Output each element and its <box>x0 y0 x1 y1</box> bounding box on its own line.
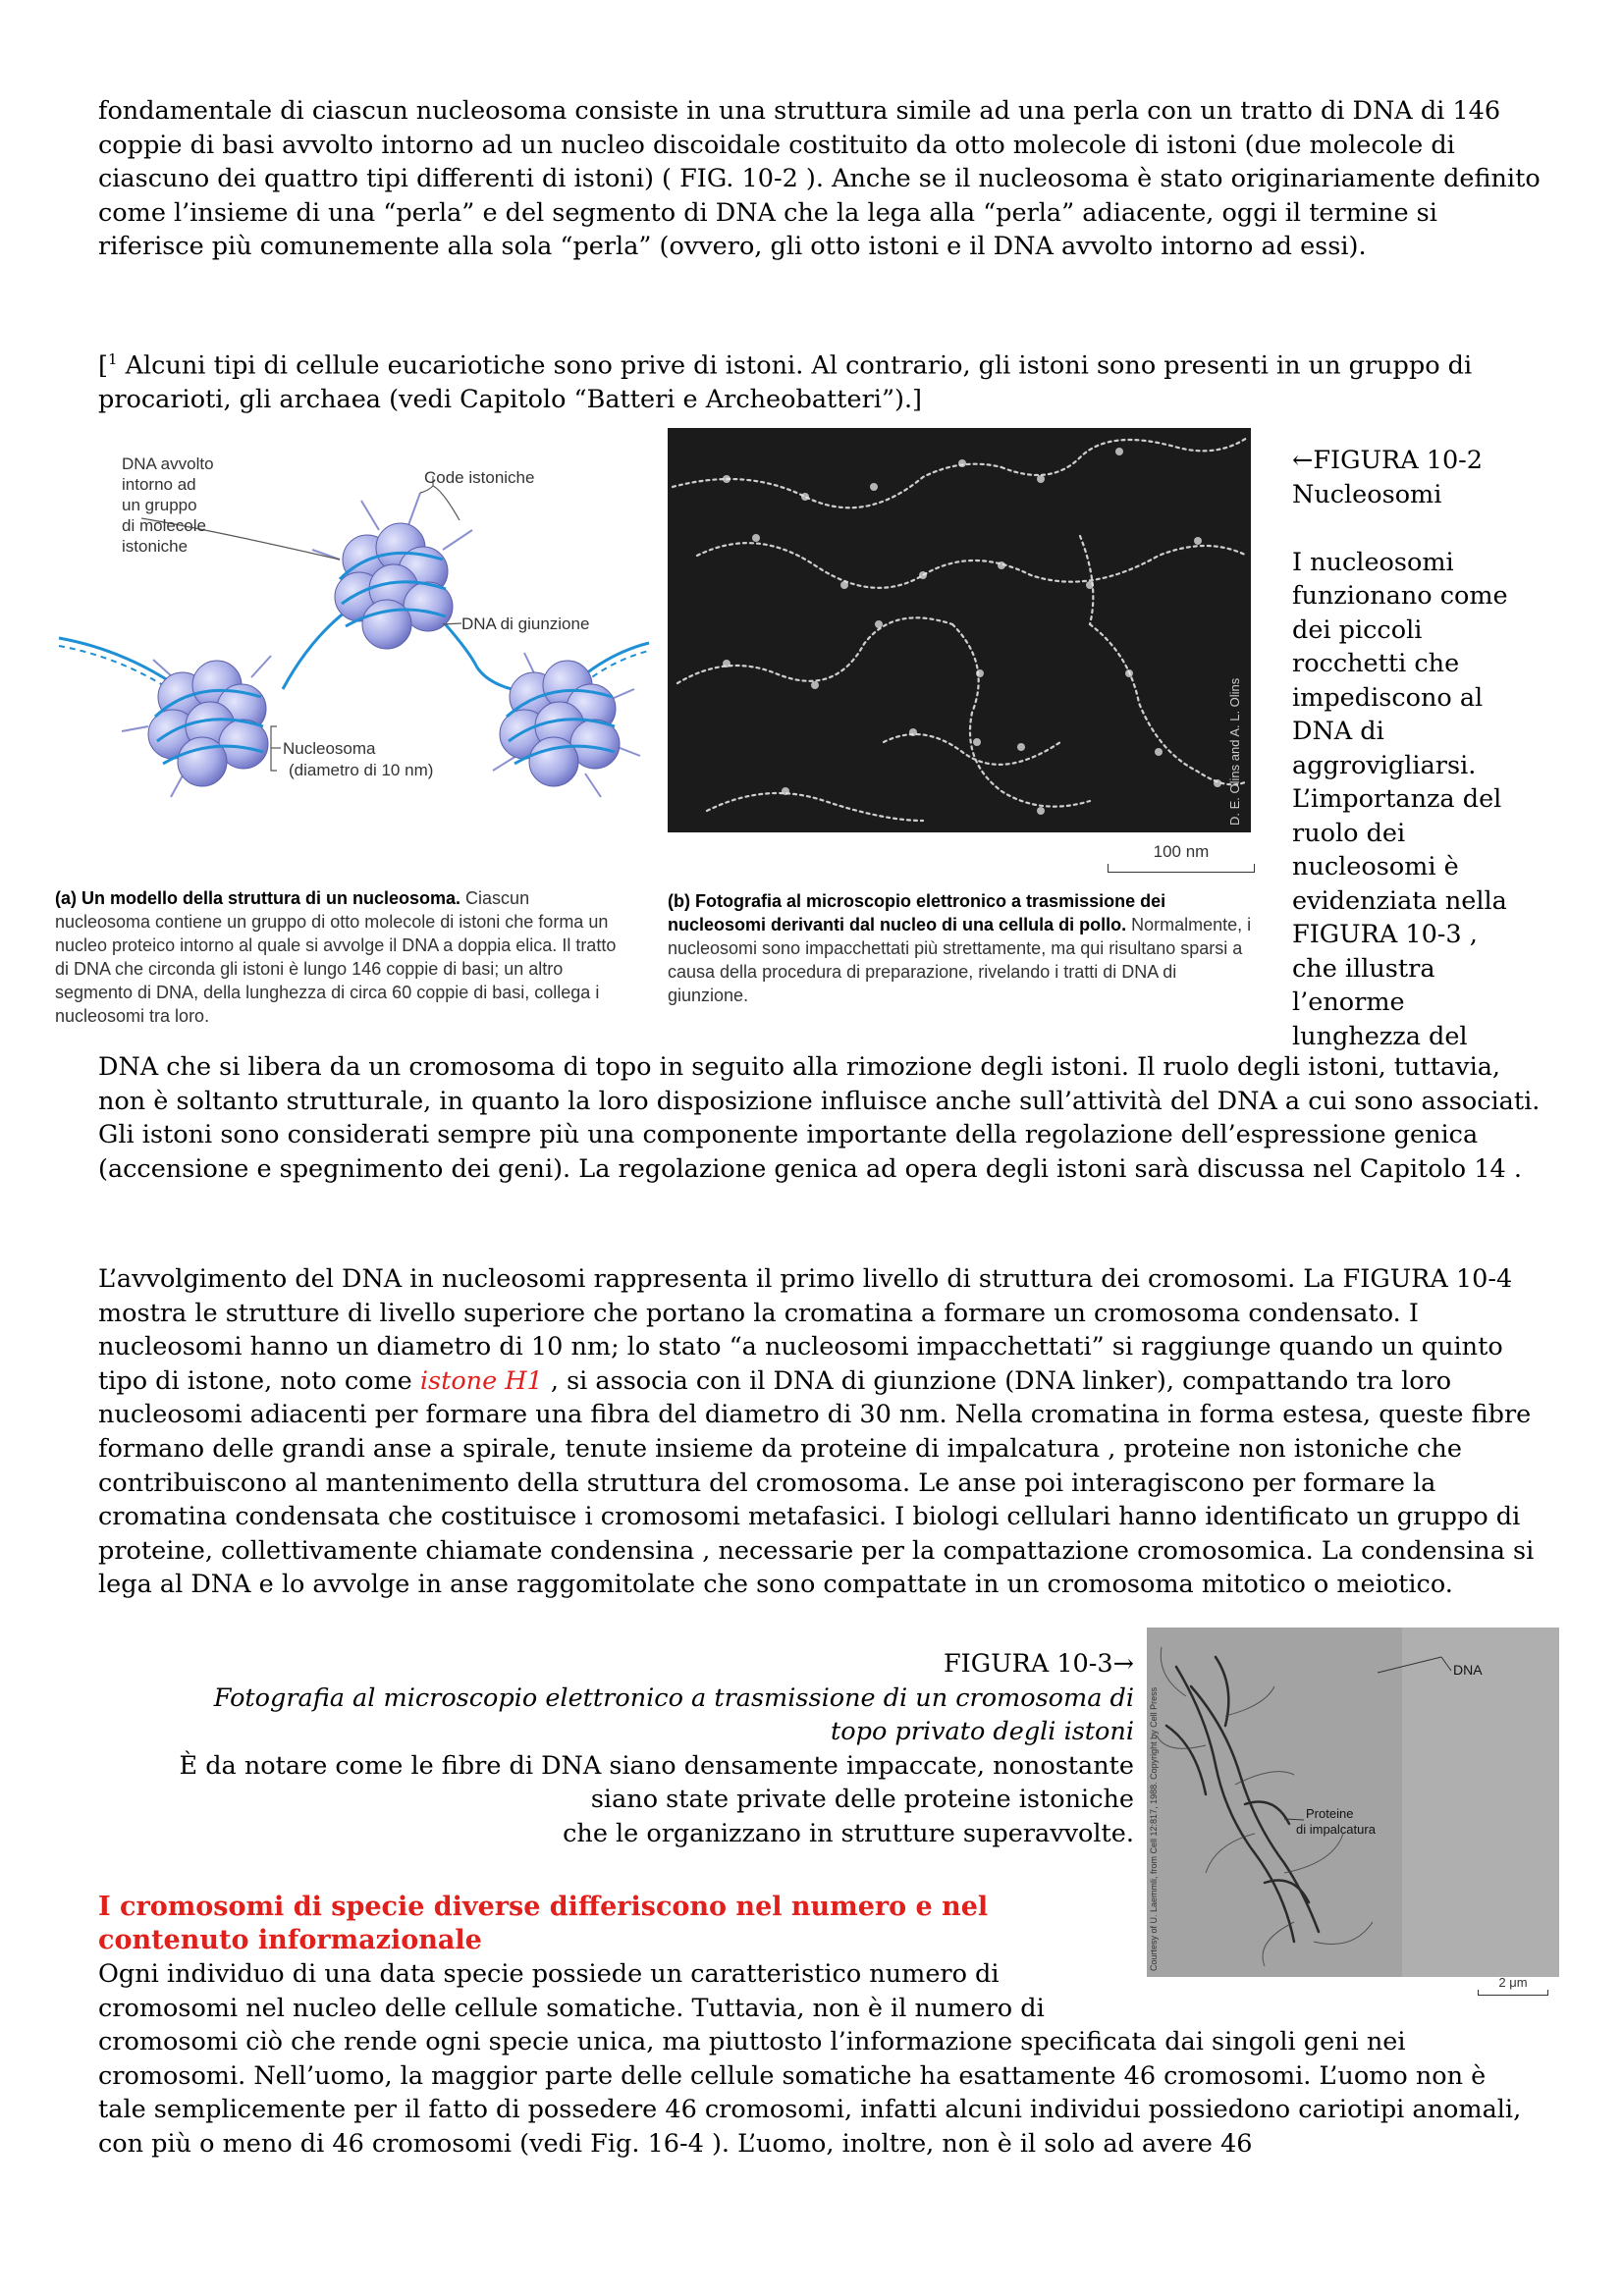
scale-bar-label: 100 nm <box>1153 842 1210 861</box>
linker-dna-mid-left <box>283 609 350 689</box>
sidebar-line: evidenziata nella <box>1292 885 1507 916</box>
term-histone-h1: istone H1 <box>419 1365 543 1396</box>
scale-bar-label: 2 μm <box>1498 1975 1528 1990</box>
figure-10-2b-micrograph <box>668 428 1251 832</box>
scale-bar-100nm <box>1108 842 1255 873</box>
label-dna-wrapped-line3: un gruppo <box>122 496 197 514</box>
label-linker-dna: DNA di giunzione <box>461 614 590 633</box>
label-dna-wrapped-line2: intorno ad <box>122 475 196 494</box>
sidebar-line: rocchetti che <box>1292 649 1460 678</box>
label-scaffold-proteins-line2: di impalcatura <box>1296 1822 1376 1837</box>
figure-10-2a-diagram <box>55 432 654 874</box>
label-dna: DNA <box>1453 1662 1483 1678</box>
paragraph-chromosome-number: cromosomi ciò che rende ogni specie unica, ma piuttosto l’informazione specificata dai singoli geni nei cromosomi. Nell’uomo, la maggior parte delle cellule somatiche ha esattamente 46 cromosomi. L’uomo non è tale semplicemente per il fatto di possedere 46 cromosomi, infatti alcuni individui possiedono cariotipi anomali, con più o meno di 46 cromosomi (vedi Fig. 16-4 ). L’uomo, inoltre, non è il solo ad avere 46 <box>98 2027 1522 2159</box>
paragraph-histone-role: DNA che si libera da un cromosoma di topo in seguito alla rimozione degli istoni. Il ruolo degli istoni, tuttavia, non è soltanto strutturale, in quanto la loro disposizione influisce anche sull’attività del DNA a cui sono associati. Gli istoni sono considerati sempre più una componente importante della regolazione dell’espressione genica (accensione e spegnimento dei geni). La regolazione genica ad opera degli istoni sarà discussa nel Capitolo 14 . <box>98 1052 1541 1184</box>
sidebar-line: che illustra <box>1292 953 1435 984</box>
sidebar-line: L’importanza del <box>1292 784 1502 814</box>
footnote-open-bracket: [ <box>98 350 108 381</box>
caption-b-title: (b) Fotografia al microscopio elettronico a trasmissione dei nucleosomi derivanti dal nucleo di una cellula di pollo. <box>668 891 1166 934</box>
nucleosome-model-illustration <box>55 432 654 874</box>
photo-credit: Courtesy of U. Laemmli, from Cell 12:817, 1988. Copyright by Cell Press <box>1149 1686 1159 1971</box>
section-heading: I cromosomi di specie diverse differiscono nel numero e nel contenuto informazionale <box>98 1892 989 1955</box>
figure-10-3-subtitle-line1: Fotografia al microscopio elettronico a trasmissione di un cromosoma di <box>213 1682 1134 1713</box>
figure-10-3-desc-line2: siano state private delle proteine istoniche <box>590 1785 1134 1814</box>
paragraph-text: , si associa con il DNA di giunzione (DNA linker), compattando tra loro nucleosomi adiacenti per formare una fibra del diametro di 30 nm. Nella cromatina in forma estesa, queste fibre formano delle grandi anse a spirale, tenute insieme da proteine di impalcatura , proteine non istoniche che contribuiscono al mantenimento della struttura del cromosoma. Le anse poi interagiscono per formare la cromatina condensata che costituisce i cromosomi metafasici. I biologi cellulari hanno identificato un gruppo di proteine, collettivamente chiamate condensina , necessarie per la compattazione cromosomica. La condensina si lega al DNA e lo avvolge in anse raggomitolate che sono compattate in un cromosoma mitotico o meiotico. <box>98 1365 1535 1600</box>
paragraph-chromosome-structure <box>98 1262 1542 1602</box>
label-dna-wrapped-line4: di molecole <box>122 516 206 535</box>
caption-a-title: (a) Un modello della struttura di un nucleosoma. <box>55 888 461 908</box>
paragraph-nucleosome-definition: fondamentale di ciascun nucleosoma consiste in una struttura simile ad una perla con un tratto di DNA di 146 coppie di basi avvolto intorno ad un nucleo discoidale costituito da otto molecole di istoni (due molecole di ciascuno dei quattro tipi differenti di istoni) ( FIG. 10-2 ). Anche se il nucleosoma è stato originariamente definito come l’insieme di una “perla” e del segmento di DNA che la lega alla “perla” adiacente, oggi il termine si riferisce più comunemente alla sola “perla” (ovvero, gli otto istoni e il DNA avvolto intorno ad essi). <box>98 96 1541 262</box>
sidebar-line: funzionano come <box>1292 581 1508 611</box>
paragraph-line: cromosomi nel nucleo delle cellule somatiche. Tuttavia, non è il numero di <box>98 1993 1045 2023</box>
chromosome-em-image <box>1147 1628 1559 1977</box>
figure-10-2-sidebar <box>1292 444 1616 1053</box>
sidebar-line: DNA di <box>1292 717 1384 746</box>
figure-10-2-title: ←FIGURA 10-2 <box>1292 446 1484 475</box>
figure-10-3-title: FIGURA 10-3→ <box>943 1649 1134 1679</box>
figure-10-3-desc-line3: che le organizzano in strutture superavvolte. <box>563 1818 1134 1848</box>
label-histone-tails: Code istoniche <box>424 468 535 487</box>
sidebar-line: lunghezza del <box>1292 1021 1468 1051</box>
label-dna-wrapped-line1: DNA avvolto <box>122 454 214 473</box>
scale-bar-line <box>1478 1990 1548 1996</box>
photo-credit: D. E. Olins and A. L. Olins <box>1227 677 1242 826</box>
label-dna-wrapped-line5: istoniche <box>122 537 189 556</box>
sidebar-line: aggrovigliarsi. <box>1292 750 1477 780</box>
label-nucleosome-diameter: (diametro di 10 nm) <box>289 761 434 779</box>
nucleosome-left <box>148 661 268 786</box>
sidebar-line: nucleosomi è <box>1292 852 1459 881</box>
nucleosome-em-image <box>668 428 1251 832</box>
caption-figure-10-2b <box>668 889 1257 1007</box>
nucleosome-top <box>335 523 453 649</box>
footnote <box>98 343 1542 417</box>
sidebar-line: l’enorme <box>1292 988 1405 1017</box>
nucleosome-right <box>500 661 620 786</box>
caption-a-body: Ciascun nucleosoma contiene un gruppo di otto molecole di istoni che forma un nucleo proteico intorno al quale si avvolge il DNA a doppia elica. Il tratto di DNA che circonda gli istoni è lungo 146 coppie di basi; un altro segmento di DNA, della lunghezza di circa 60 coppie di basi, collega i nucleosomi tra loro. <box>55 888 617 1026</box>
sidebar-line: impediscono al <box>1292 682 1484 713</box>
figure-10-3-desc-line1: È da notare come le fibre di DNA siano densamente impaccate, nonostante <box>179 1750 1134 1781</box>
figure-10-3-micrograph <box>1147 1628 1559 1977</box>
scale-bar-2um <box>1478 1975 1548 1996</box>
sidebar-line: I nucleosomi <box>1292 547 1454 577</box>
paragraph-species-intro <box>98 1957 1139 2025</box>
sidebar-line: FIGURA 10-3 , <box>1292 920 1478 949</box>
sidebar-line: dei piccoli <box>1292 614 1423 645</box>
label-scaffold-proteins-line1: Proteine <box>1306 1806 1354 1821</box>
caption-b-body: Normalmente, i nucleosomi sono impacchettati più strettamente, ma qui risultano sparsi a causa della procedura di preparazione, rivelando i tratti di DNA di giunzione. <box>668 915 1252 1005</box>
scale-bar-line <box>1108 864 1255 873</box>
caption-figure-10-2a <box>55 886 624 1028</box>
paragraph-line: Ogni individuo di una data specie possiede un caratteristico numero di <box>98 1959 1000 1989</box>
figure-10-3-caption <box>98 1647 1134 1850</box>
figure-10-2-subtitle: Nucleosomi <box>1292 479 1442 509</box>
label-nucleosome: Nucleosoma <box>283 739 376 758</box>
paragraph-text: L’avvolgimento del DNA in nucleosomi rappresenta il primo livello di struttura dei cromosomi. La FIGURA 10-4 mostra le strutture di livello superiore che portano la cromatina a formare un cromosoma condensato. I nucleosomi hanno un diametro di 10 nm; lo stato “a nucleosomi impacchettati” si raggiunge quando un quinto tipo di istone, noto come <box>98 1264 1513 1396</box>
sidebar-line: ruolo dei <box>1292 818 1406 848</box>
footnote-text: Alcuni tipi di cellule eucariotiche sono prive di istoni. Al contrario, gli istoni sono presenti in un gruppo di procarioti, gli archaea (vedi Capitolo “Batteri e Archeobatteri”).] <box>98 350 1473 415</box>
footnote-marker: 1 <box>107 350 118 368</box>
figure-10-3-subtitle-line2: topo privato degli istoni <box>831 1717 1134 1746</box>
